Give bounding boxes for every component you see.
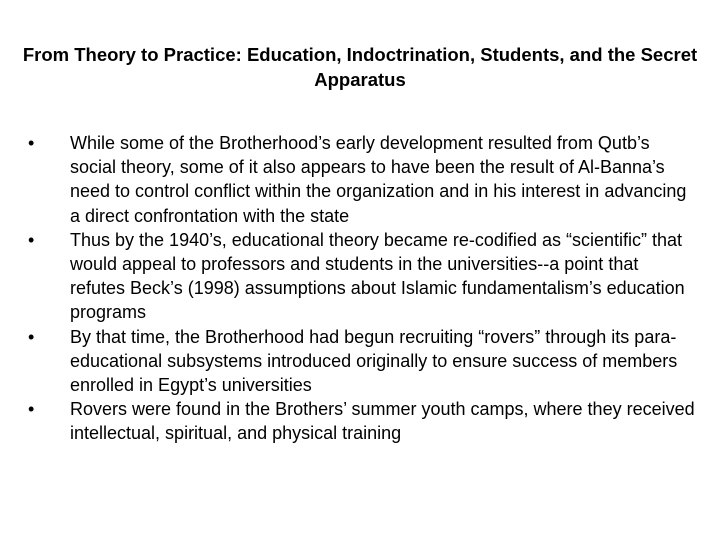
bullet-marker-icon: • [28, 326, 35, 347]
bullet-marker-icon: • [28, 399, 35, 420]
bullet-item [28, 228, 698, 325]
bullet-text: While some of the Brotherhood’s early development resulted from Qutb’s social theory, some of it also appears to have been the result of Al-Banna’s need to control conflict within the organization and in his interest in advancing a direct confrontation with the state [70, 133, 687, 226]
bullet-text: Thus by the 1940’s, educational theory became re-codified as “scientific” that would appeal to professors and students in the universities--a point that refutes Beck’s (1998) assumptions about Islamic fundamentalism’s education programs [70, 229, 685, 323]
bullet-marker-icon: • [28, 133, 35, 153]
bullet-list [28, 131, 698, 446]
bullet-item [28, 397, 698, 445]
bullet-text: Rovers were found in the Brothers’ summer youth camps, where they received intellectual, spiritual, and physical training [70, 399, 695, 444]
bullet-text: By that time, the Brotherhood had begun recruiting “rovers” through its para-educational subsystems introduced originally to ensure success of members enrolled in Egypt’s universities [70, 326, 678, 396]
slide-title: From Theory to Practice: Education, Indoctrination, Students, and the Secret Apparatus [22, 44, 698, 90]
bullet-item [28, 325, 698, 398]
bullet-marker-icon: • [28, 229, 35, 250]
bullet-item [28, 131, 698, 228]
